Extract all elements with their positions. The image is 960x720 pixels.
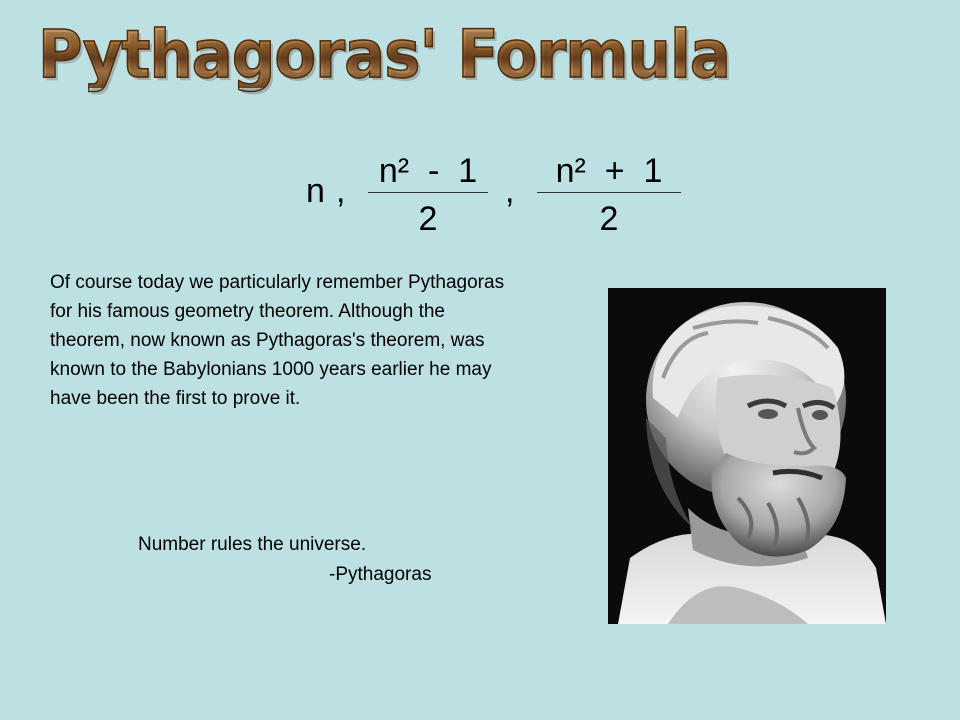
quote-attribution: -Pythagoras <box>329 564 432 585</box>
formula-comma: , <box>336 172 346 210</box>
fraction-bar <box>368 192 488 193</box>
formula-n: n <box>306 172 325 210</box>
fraction-denominator: 2 <box>599 200 619 238</box>
formula <box>0 0 960 260</box>
fraction-left <box>368 152 488 239</box>
fraction-numerator: n² - 1 <box>378 152 478 190</box>
slide-title: Pythagoras' Formula <box>38 16 730 93</box>
fraction-bar <box>537 192 681 193</box>
pythagoras-bust-image <box>608 288 886 624</box>
quote-text: Number rules the universe. <box>138 534 367 555</box>
body-paragraph: Of course today we particularly remember Pythagoras for his famous geometry theorem. Although the theorem, now known as Pythagoras's theorem, was known to the Babylonians 1000 years earlier he may have been the first to prove it. <box>50 272 505 409</box>
fraction-right <box>537 152 681 239</box>
fraction-numerator: n² + 1 <box>555 152 663 190</box>
fraction-denominator: 2 <box>418 200 438 238</box>
formula-comma: , <box>505 172 515 210</box>
